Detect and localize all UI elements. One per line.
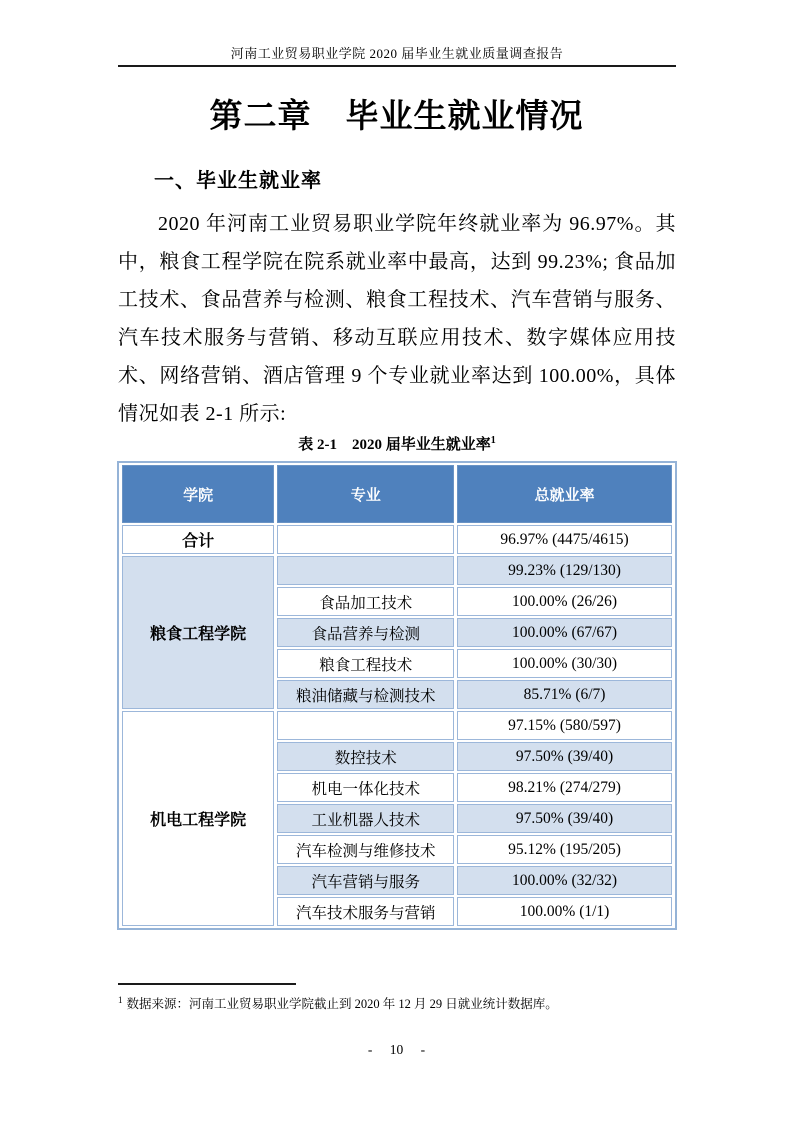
header-rule: [118, 65, 676, 67]
footnote-rule: [118, 983, 296, 985]
rate-cell: 100.00% (1/1): [457, 897, 672, 926]
employment-rate-table: [117, 461, 677, 930]
major-cell: 工业机器人技术: [277, 804, 454, 833]
table-caption-footnote-ref: 1: [490, 435, 496, 446]
table-header-row: [122, 465, 672, 523]
rate-cell: 97.50% (39/40): [457, 804, 672, 833]
chapter-title: 第二章 毕业生就业情况: [209, 99, 584, 135]
major-cell: 机电一体化技术: [277, 773, 454, 802]
rate-cell: 97.15% (580/597): [457, 711, 672, 740]
table-row: [122, 556, 672, 585]
college-column-header: 学院: [122, 465, 274, 523]
footnote-marker: 1: [118, 994, 123, 1005]
rate-cell: 99.23% (129/130): [457, 556, 672, 585]
footnote: [118, 994, 676, 1012]
body-paragraph: 2020 年河南工业贸易职业学院年终就业率为 96.97%。其中，粮食工程学院在院系就业率中最高，达到 99.23%; 食品加工技术、食品营养与检测、粮食工程技术、汽车营销与服务、汽车技术服务与营销、移动互联应用技术、数字媒体应用技术、网络营销、酒店管理 9 个专业就业率达到 100.00%，具体情况如表 2-1 所示:: [118, 213, 676, 425]
rate-column-header: 总就业率: [457, 465, 672, 523]
major-cell: 汽车营销与服务: [277, 866, 454, 895]
major-cell: 数控技术: [277, 742, 454, 771]
table-caption: [118, 433, 676, 454]
section-heading: 一、毕业生就业率: [154, 170, 322, 192]
major-cell: 汽车技术服务与营销: [277, 897, 454, 926]
table-row: [122, 711, 672, 740]
rate-cell: 95.12% (195/205): [457, 835, 672, 864]
rate-cell: 85.71% (6/7): [457, 680, 672, 709]
rate-cell: 97.50% (39/40): [457, 742, 672, 771]
major-column-header: 专业: [277, 465, 454, 523]
major-cell: [277, 556, 454, 585]
major-cell: 食品营养与检测: [277, 618, 454, 647]
rate-cell: 100.00% (26/26): [457, 587, 672, 616]
rate-cell: 96.97% (4475/4615): [457, 525, 672, 554]
major-cell: 汽车检测与维修技术: [277, 835, 454, 864]
major-cell: [277, 711, 454, 740]
major-cell: 粮食工程技术: [277, 649, 454, 678]
major-cell: 粮油储藏与检测技术: [277, 680, 454, 709]
college-cell: 合计: [122, 525, 274, 554]
rate-cell: 100.00% (67/67): [457, 618, 672, 647]
footnote-text: 数据来源：河南工业贸易职业学院截止到 2020 年 12 月 29 日就业统计数据库。: [126, 997, 558, 1011]
rate-cell: 100.00% (30/30): [457, 649, 672, 678]
table-caption-text: 表 2-1 2020 届毕业生就业率: [298, 437, 491, 453]
rate-cell: 100.00% (32/32): [457, 866, 672, 895]
college-cell: 粮食工程学院: [122, 556, 274, 709]
rate-cell: 98.21% (274/279): [457, 773, 672, 802]
running-header: 河南工业贸易职业学院 2020 届毕业生就业质量调查报告: [230, 46, 564, 61]
page-number: - 10 -: [367, 1042, 426, 1057]
major-cell: [277, 525, 454, 554]
table-row: [122, 525, 672, 554]
major-cell: 食品加工技术: [277, 587, 454, 616]
college-cell: 机电工程学院: [122, 711, 274, 926]
